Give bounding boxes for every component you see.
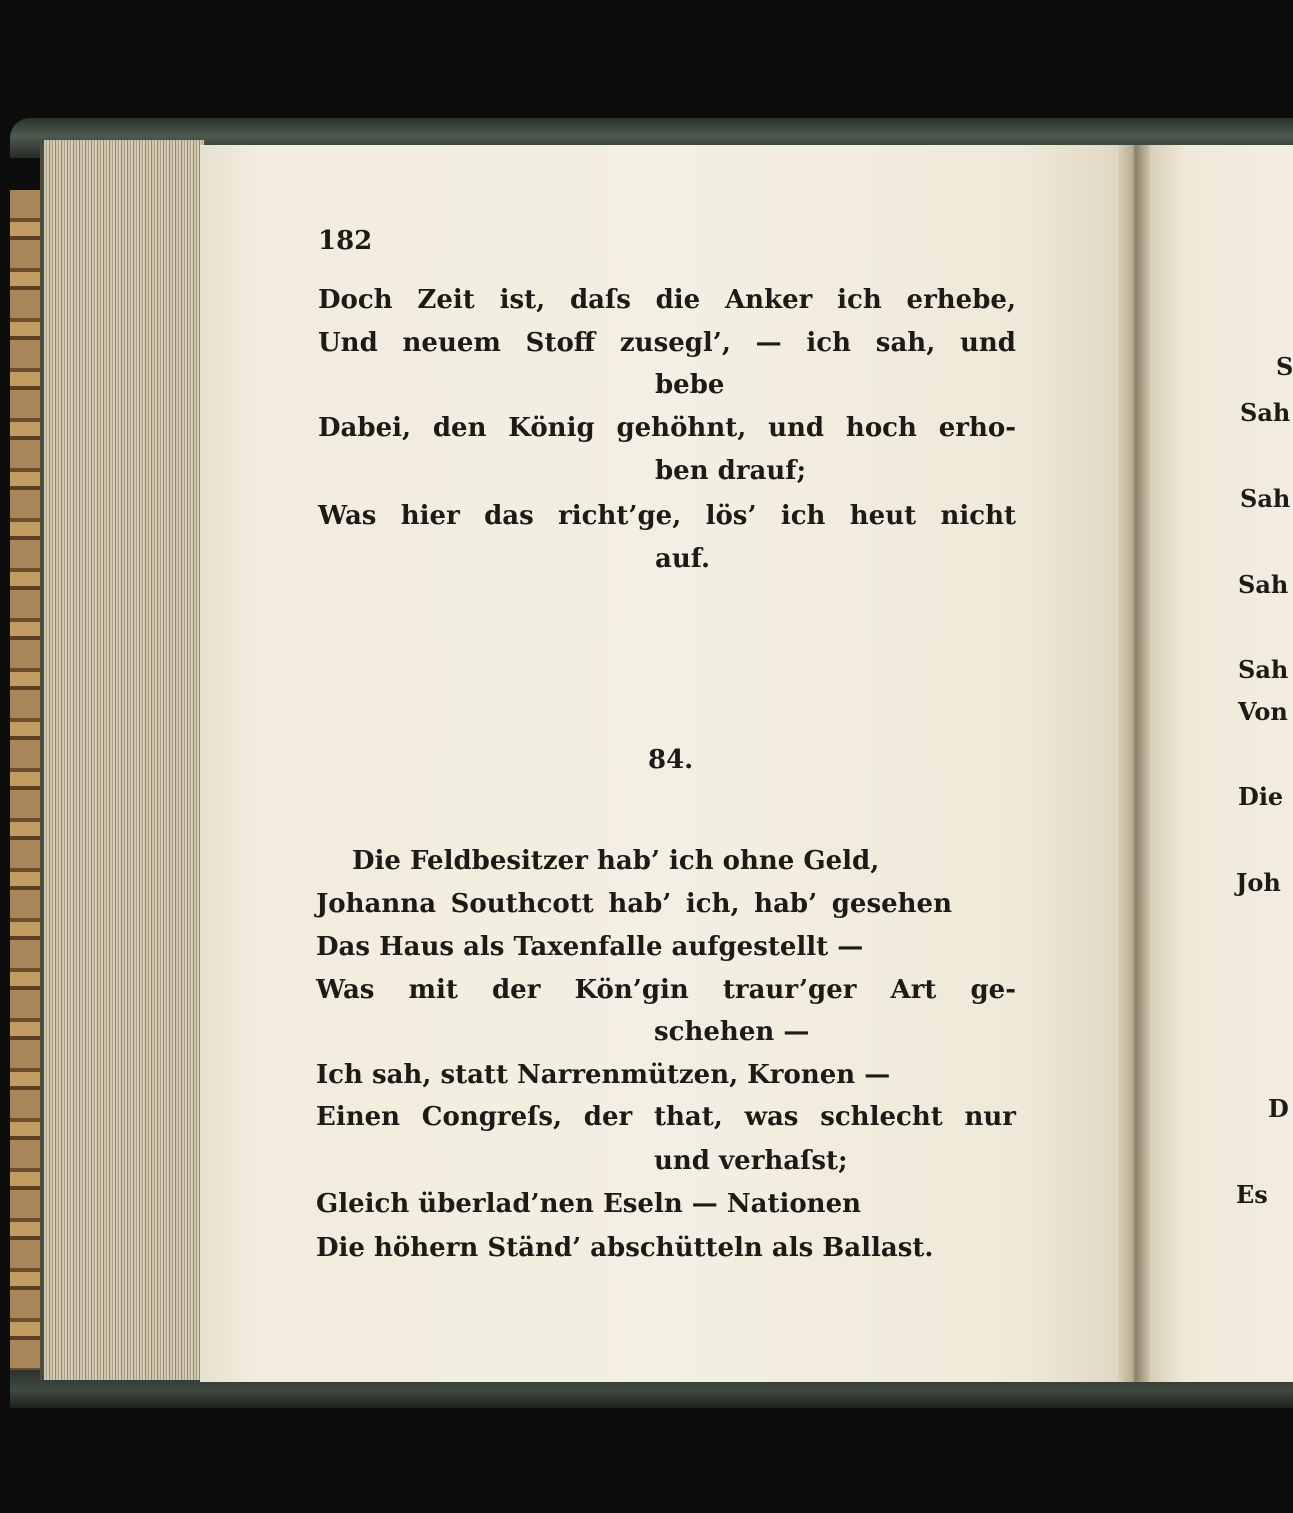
right-page-fragment: Von <box>1238 697 1288 726</box>
verse-continuation: ben drauf; <box>655 456 807 486</box>
verse-continuation: bebe <box>655 370 725 400</box>
book-spine <box>10 190 43 1370</box>
right-page-fragment: Die <box>1238 782 1284 811</box>
right-page-fragment: S <box>1276 352 1293 381</box>
verse-continuation: und verhaſst; <box>654 1146 848 1176</box>
right-page-fragment: Sah <box>1238 655 1289 684</box>
verse-line: Dabei, den König gehöhnt, und hoch erho- <box>318 413 1016 443</box>
verse-line: Was hier das richt’ge, lös’ ich heut nicht <box>318 501 1016 531</box>
page-number: 182 <box>318 226 373 256</box>
verse-continuation: schehen — <box>654 1017 810 1047</box>
verse-line: Doch Zeit ist, daſs die Anker ich erhebe, <box>318 285 1016 315</box>
right-page-fragment: D <box>1268 1094 1289 1123</box>
right-page-fragment: Es <box>1236 1180 1268 1209</box>
verse-line: Ich sah, statt Narrenmützen, Kronen — <box>316 1060 891 1090</box>
verse-line: Gleich überlad’nen Eseln — Nationen <box>316 1189 862 1219</box>
right-page-fragment: Sah <box>1240 398 1291 427</box>
verse-line: Die Feldbesitzer hab’ ich ohne Geld, <box>352 846 880 876</box>
verse-line: Johanna Southcott hab’ ich, hab’ gesehen <box>316 889 952 919</box>
right-page-fragment: Sah <box>1240 484 1291 513</box>
verse-continuation: auf. <box>655 544 711 574</box>
right-page <box>1150 145 1293 1382</box>
verse-line: Das Haus als Taxenfalle aufgestellt — <box>316 932 864 962</box>
right-page-fragment: Joh <box>1236 868 1281 897</box>
book-gutter <box>1118 145 1150 1382</box>
right-page-fragment: Sah <box>1238 570 1289 599</box>
verse-line: Die höhern Ständ’ abschütteln als Ballast. <box>316 1233 934 1263</box>
verse-line: Einen Congreſs, der that, was schlecht nur <box>316 1102 1016 1132</box>
page-edges <box>40 140 204 1380</box>
verse-line: Was mit der Kön’gin traur’ger Art ge- <box>316 975 1016 1005</box>
verse-line: Und neuem Stoff zusegl’, — ich sah, und <box>318 328 1016 358</box>
section-number: 84. <box>648 745 694 775</box>
